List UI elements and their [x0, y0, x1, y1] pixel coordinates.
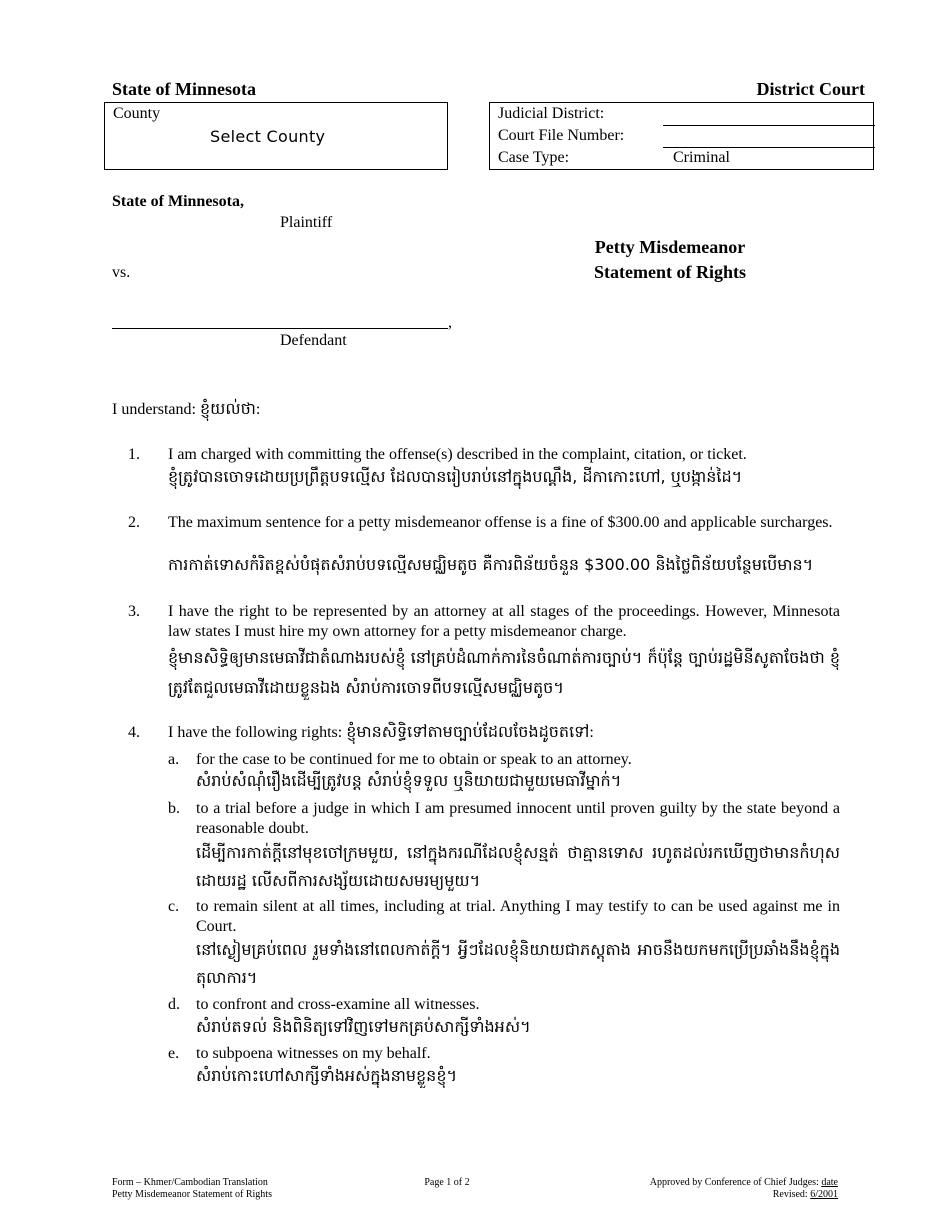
item-text-km: ខ្ញុំត្រូវបានចោទដោយប្រព្រឹត្តបទល្មើស ដែលបានរៀបរាប់នៅក្នុងបណ្តឹង, ដីកាកោះហៅ, ឬបង្កាន់ដៃ។ — [168, 467, 743, 486]
item-number: 4. — [128, 724, 140, 741]
subitem-letter: a. — [168, 751, 180, 768]
footer-approved-label: Approved by Conference of Chief Judges: — [649, 1177, 819, 1188]
plaintiff-label: Plaintiff — [280, 214, 333, 231]
defendant-name-line[interactable] — [112, 328, 448, 329]
item-number: 3. — [128, 603, 140, 620]
subitem-letter: c. — [168, 898, 180, 915]
judicial-district-label: Judicial District: — [498, 105, 605, 122]
subitem-text-en: to a trial before a judge in which I am presumed innocent until proven guilty by the state beyond a reasonable doubt. — [196, 800, 840, 837]
subitem-text-km: សំរាប់តទល់ និងពិនិត្យទៅវិញទៅមកគ្រប់សាក្សីទាំងអស់។ — [196, 1017, 531, 1036]
state-heading: State of Minnesota — [112, 79, 256, 99]
subitem-text-en: for the case to be continued for me to obtain or speak to an attorney. — [196, 751, 632, 768]
subitem-letter: d. — [168, 996, 180, 1013]
judicial-district-field[interactable] — [663, 125, 875, 126]
subitem-text-km: សំរាប់កោះហៅសាក្សីទាំងអស់ក្នុងនាមខ្លួនខ្ញុំ។ — [196, 1066, 458, 1085]
subitem-text-en: to confront and cross-examine all witnesses. — [196, 996, 480, 1013]
subitem-text-en: to subpoena witnesses on my behalf. — [196, 1045, 431, 1062]
item-text-en: I have the following rights: ខ្ញុំមានសិទ្ធិទៅតាមច្បាប់ដែលចែងដូចតទៅ: — [168, 724, 594, 741]
subitem-text-km: ដើម្បីការកាត់ក្តីនៅមុខចៅក្រមមួយ, នៅក្នុងករណីដែលខ្ញុំសន្មត់ ថាគ្មានទោស រហូតដល់រកឃើញថាមានកំហុស ដោយរដ្ឋ លើសពីការសង្ស័យដោយសមរម្យមួយ។ — [196, 843, 840, 890]
county-select[interactable]: Select County — [210, 127, 326, 146]
footer-approved — [560, 1177, 838, 1189]
item-text-km: ការកាត់ទោសកំរិតខ្ពស់បំផុតសំរាប់បទល្មើសមជ្ឈិមតូច គឺការពិន័យចំនួន $300.00 និងថ្លៃពិន័យបន្ថែមបើមាន។ — [168, 555, 814, 574]
subitem-letter: e. — [168, 1045, 180, 1062]
footer-revised-label: Revised: — [772, 1189, 808, 1200]
footer-form-line2: Petty Misdemeanor Statement of Rights — [112, 1189, 272, 1200]
subitem-text-en: to remain silent at all times, including at trial. Anything I may testify to can be used against me in Court. — [196, 898, 840, 935]
court-heading: District Court — [756, 79, 865, 99]
vs-label: vs. — [112, 264, 131, 281]
footer-revised-date: 6/2001 — [810, 1189, 838, 1200]
item-text-en: I have the right to be represented by an attorney at all stages of the proceedings. However, Minnesota law states I must hire my own attorney for a petty misdemeanor charge. — [168, 603, 840, 640]
court-file-label: Court File Number: — [498, 127, 625, 144]
defendant-label: Defendant — [280, 332, 347, 349]
item-text-en: The maximum sentence for a petty misdemeanor offense is a fine of $300.00 and applicable surcharges. — [168, 514, 833, 531]
plaintiff-name: State of Minnesota, — [112, 193, 244, 210]
subitem-text-km: សំរាប់សំណុំរឿងដើម្បីត្រូវបន្ត សំរាប់ខ្ញុំទទួល ឬនិយាយជាមួយមេធាវីម្នាក់។ — [196, 771, 622, 790]
intro-text: I understand: ខ្ញុំយល់ថា: — [112, 401, 261, 418]
case-info-box — [489, 102, 874, 170]
doc-title-line2: Statement of Rights — [594, 262, 746, 282]
county-box — [104, 102, 448, 170]
item-text-en: I am charged with committing the offense(s) described in the complaint, citation, or ticket. — [168, 446, 747, 463]
footer-approved-date: date — [821, 1177, 838, 1188]
court-file-field[interactable] — [663, 147, 875, 148]
defendant-comma: , — [448, 314, 452, 331]
subitem-text-km: នៅស្ងៀមគ្រប់ពេល រួមទាំងនៅពេលកាត់ក្តី។ អ្វីៗដែលខ្ញុំនិយាយជាភស្តុតាង អាចនឹងយកមកប្រើប្រឆាំងនឹងខ្ញុំក្នុងតុលាការ។ — [196, 940, 840, 987]
case-type-label: Case Type: — [498, 149, 570, 166]
footer-page-number: Page 1 of 2 — [424, 1177, 470, 1188]
item-text-km: ខ្ញុំមានសិទ្ធិឲ្យមានមេធាវីជាតំណាងរបស់ខ្ញុំ នៅគ្រប់ដំណាក់ការនៃចំណាត់ការច្បាប់។ ក៏ប៉ុន្តែ ច្បាប់រដ្ឋមិនីសូតាចែងថា ខ្ញុំត្រូវតែជួលមេធាវីដោយខ្លួនឯង សំរាប់ការចោទពីបទល្មើសមជ្ឈិមតូច។ — [168, 648, 840, 697]
case-type-value: Criminal — [673, 149, 730, 166]
doc-title-line1: Petty Misdemeanor — [594, 237, 746, 257]
item-number: 1. — [128, 446, 140, 463]
footer-revised — [560, 1189, 838, 1201]
item-number: 2. — [128, 514, 140, 531]
county-label: County — [113, 105, 161, 122]
footer-form-line1: Form – Khmer/Cambodian Translation — [112, 1177, 268, 1188]
subitem-letter: b. — [168, 800, 180, 817]
